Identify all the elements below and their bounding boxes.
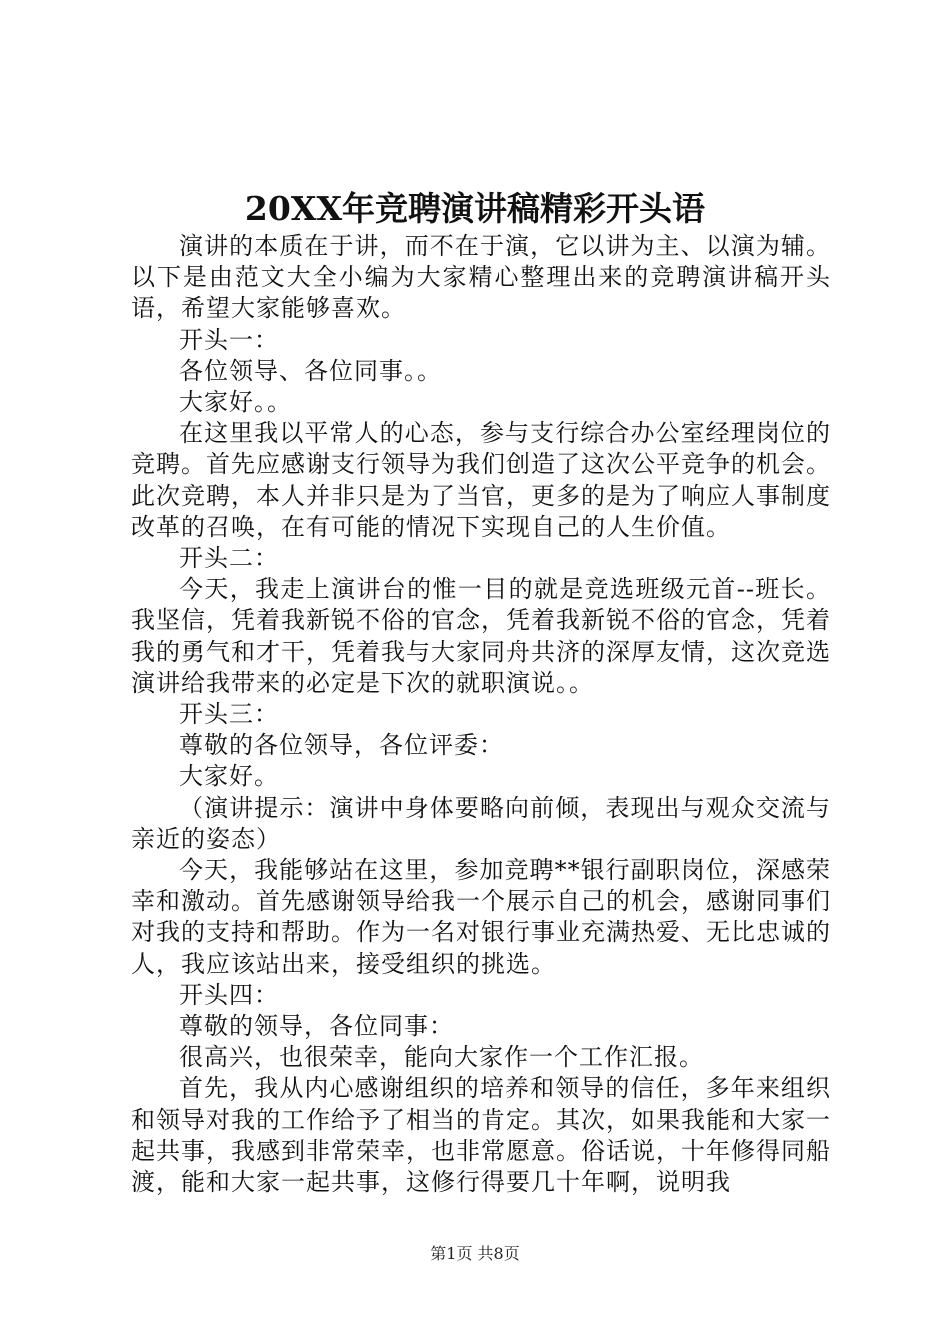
paragraph: 演讲的本质在于讲，而不在于演，它以讲为主、以演为辅。以下是由范文大全小编为大家精心整理出来的竞聘演讲稿开头语，希望大家能够喜欢。 xyxy=(131,232,831,323)
paragraph: 开头一： xyxy=(179,325,279,354)
page-footer: 第1页 共8页 xyxy=(430,1244,520,1263)
paragraph: 首先，我从内心感谢组织的培养和领导的信任，多年来组织和领导对我的工作给予了相当的肯定。其次，如果我能和大家一起共事，我感到非常荣幸，也非常愿意。俗话说，十年修得同船渡，能和大家一起共事，这修行得要几十年啊，说明我 xyxy=(131,1074,831,1197)
paragraph: 尊敬的各位领导，各位评委： xyxy=(179,731,504,760)
paragraph: 开头二： xyxy=(179,544,279,573)
paragraph: 大家好。。 xyxy=(179,388,292,417)
paragraph: （演讲提示：演讲中身体要略向前倾，表现出与观众交流与亲近的姿态） xyxy=(131,793,831,853)
paragraph: 今天，我能够站在这里，参加竞聘**银行副职岗位，深感荣幸和激动。首先感谢领导给我一个展示自己的机会，感谢同事们对我的支持和帮助。作为一名对银行事业充满热爱、无比忠诚的人，我应该站出来，接受组织的挑选。 xyxy=(131,856,831,978)
paragraph: 很高兴，也很荣幸，能向大家作一个工作汇报。 xyxy=(179,1043,704,1072)
document-title: 20XX年竞聘演讲稿精彩开头语 xyxy=(244,189,706,228)
paragraph: 大家好。 xyxy=(179,762,279,791)
paragraph: 开头四： xyxy=(179,980,279,1009)
paragraph: 开头三： xyxy=(179,700,279,729)
paragraph: 各位领导、各位同事。。 xyxy=(179,356,442,385)
paragraph: 在这里我以平常人的心态，参与支行综合办公室经理岗位的竞聘。首先应感谢支行领导为我们创造了这次公平竞争的机会。此次竞聘，本人并非只是为了当官，更多的是为了响应人事制度改革的召唤，在有可能的情况下实现自己的人生价值。 xyxy=(131,419,831,541)
paragraph: 今天，我走上演讲台的惟一目的就是竞选班级元首--班长。我坚信，凭着我新锐不俗的官念，凭着我新锐不俗的官念，凭着我的勇气和才干，凭着我与大家同舟共济的深厚友情，这次竞选演讲给我带来的必定是下次的就职演说。。 xyxy=(131,575,831,697)
document-body xyxy=(131,231,831,1198)
paragraph: 尊敬的领导，各位同事： xyxy=(179,1012,454,1041)
